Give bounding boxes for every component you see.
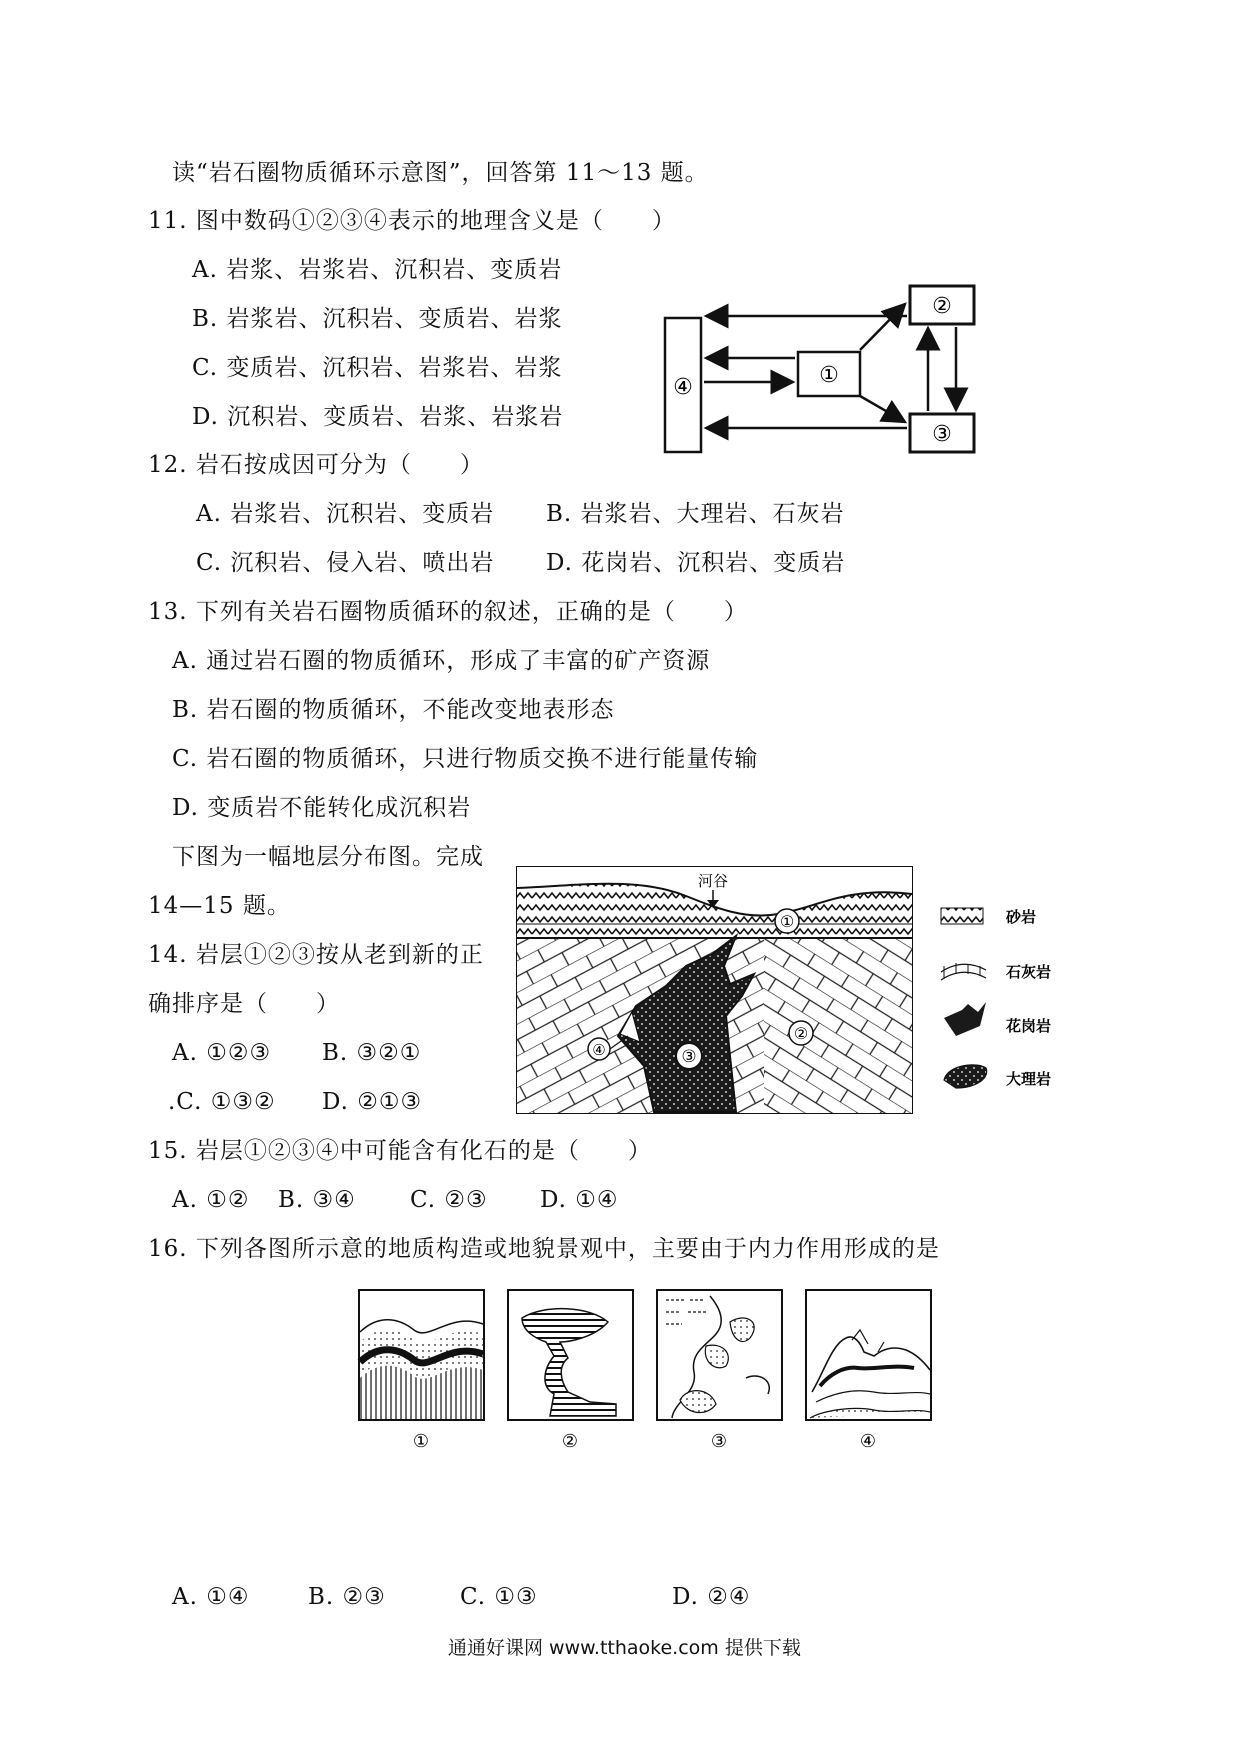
question-15-option-a[interactable]: A. ①② — [172, 1187, 250, 1213]
question-14-stem-line1: 14. 岩层①②③按从老到新的正 — [148, 942, 484, 968]
strata-label-3: ③ — [681, 1047, 697, 1067]
legend-marble: 大理岩 — [1006, 1070, 1052, 1088]
strata-diagram — [516, 866, 1076, 1136]
question-11-stem: 11. 图中数码①②③④表示的地理含义是（ ） — [148, 208, 676, 234]
question-13-stem: 13. 下列有关岩石圈物质循环的叙述，正确的是（ ） — [148, 599, 748, 625]
landform-figures — [354, 1282, 954, 1462]
question-12-option-c[interactable]: C. 沉积岩、侵入岩、喷出岩 — [196, 550, 495, 576]
question-14-option-b[interactable]: B. ③②① — [322, 1040, 422, 1066]
legend-limestone: 石灰岩 — [1006, 963, 1052, 981]
figure-2-mushroom-rock — [508, 1290, 633, 1420]
figure-2-label: ② — [561, 1431, 579, 1452]
legend-limestone-swatch — [941, 963, 986, 980]
question-16-option-d[interactable]: D. ②④ — [672, 1584, 751, 1610]
cycle-label-2: ② — [932, 294, 952, 319]
strata-label-2: ② — [793, 1024, 809, 1043]
question-12-option-b[interactable]: B. 岩浆岩、大理岩、石灰岩 — [546, 501, 845, 527]
question-13-option-d[interactable]: D. 变质岩不能转化成沉积岩 — [172, 795, 472, 821]
question-13-option-b[interactable]: B. 岩石圈的物质循环，不能改变地表形态 — [172, 697, 615, 723]
question-12-stem: 12. 岩石按成因可分为（ ） — [148, 452, 484, 478]
legend-granite-swatch — [944, 1002, 986, 1036]
question-12-option-d[interactable]: D. 花岗岩、沉积岩、变质岩 — [546, 550, 846, 576]
legend-marble-swatch — [944, 1065, 987, 1088]
question-15-option-c[interactable]: C. ②③ — [410, 1187, 488, 1213]
question-14-option-d[interactable]: D. ②①③ — [322, 1089, 423, 1115]
question-14-option-c[interactable]: .C. ①③② — [168, 1089, 276, 1115]
cycle-label-1: ① — [819, 363, 839, 388]
question-11-option-d[interactable]: D. 沉积岩、变质岩、岩浆、岩浆岩 — [192, 404, 564, 430]
figure-1-folds — [359, 1290, 484, 1420]
question-14-stem-line2: 确排序是（ ） — [148, 991, 340, 1017]
question-16-option-a[interactable]: A. ①④ — [172, 1584, 250, 1610]
question-11-option-b[interactable]: B. 岩浆岩、沉积岩、变质岩、岩浆 — [192, 306, 563, 332]
question-16-option-c[interactable]: C. ①③ — [460, 1584, 538, 1610]
strata-label-4: ④ — [592, 1041, 606, 1059]
question-12-option-a[interactable]: A. 岩浆岩、沉积岩、变质岩 — [196, 501, 495, 527]
strata-label-1: ① — [779, 912, 795, 931]
question-15-option-d[interactable]: D. ①④ — [540, 1187, 619, 1213]
intro-11-13: 读“岩石圈物质循环示意图”，回答第 11～13 题。 — [172, 160, 709, 186]
cycle-label-4: ④ — [673, 375, 693, 400]
figure-3-label: ③ — [710, 1431, 728, 1452]
question-11-option-a[interactable]: A. 岩浆、岩浆岩、沉积岩、变质岩 — [192, 257, 563, 283]
valley-label: 河谷 — [697, 872, 729, 890]
legend-granite: 花岗岩 — [1006, 1017, 1052, 1035]
cycle-label-3: ③ — [932, 422, 952, 447]
question-15-stem: 15. 岩层①②③④中可能含有化石的是（ ） — [148, 1138, 652, 1164]
footer-source: 通通好课网 www.tthaoke.com 提供下载 — [448, 1637, 801, 1659]
question-13-option-a[interactable]: A. 通过岩石圈的物质循环，形成了丰富的矿产资源 — [172, 648, 711, 674]
question-16-option-b[interactable]: B. ②③ — [308, 1584, 386, 1610]
figure-3-fluvial — [657, 1290, 782, 1420]
intro-14-15-line1: 下图为一幅地层分布图。完成 — [172, 844, 484, 870]
question-16-stem: 16. 下列各图所示意的地质构造或地貌景观中，主要由于内力作用形成的是 — [148, 1236, 940, 1262]
figure-4-label: ④ — [859, 1431, 877, 1452]
figure-1-label: ① — [412, 1431, 430, 1452]
figure-4-fault-block — [806, 1290, 931, 1420]
question-14-option-a[interactable]: A. ①②③ — [172, 1040, 272, 1066]
question-15-option-b[interactable]: B. ③④ — [278, 1187, 356, 1213]
question-13-option-c[interactable]: C. 岩石圈的物质循环，只进行物质交换不进行能量传输 — [172, 746, 759, 772]
rock-cycle-diagram — [660, 270, 980, 460]
intro-14-15-line2: 14—15 题。 — [148, 893, 291, 919]
legend-sandstone: 砂岩 — [1006, 908, 1037, 926]
question-11-option-c[interactable]: C. 变质岩、沉积岩、岩浆岩、岩浆 — [192, 355, 563, 381]
